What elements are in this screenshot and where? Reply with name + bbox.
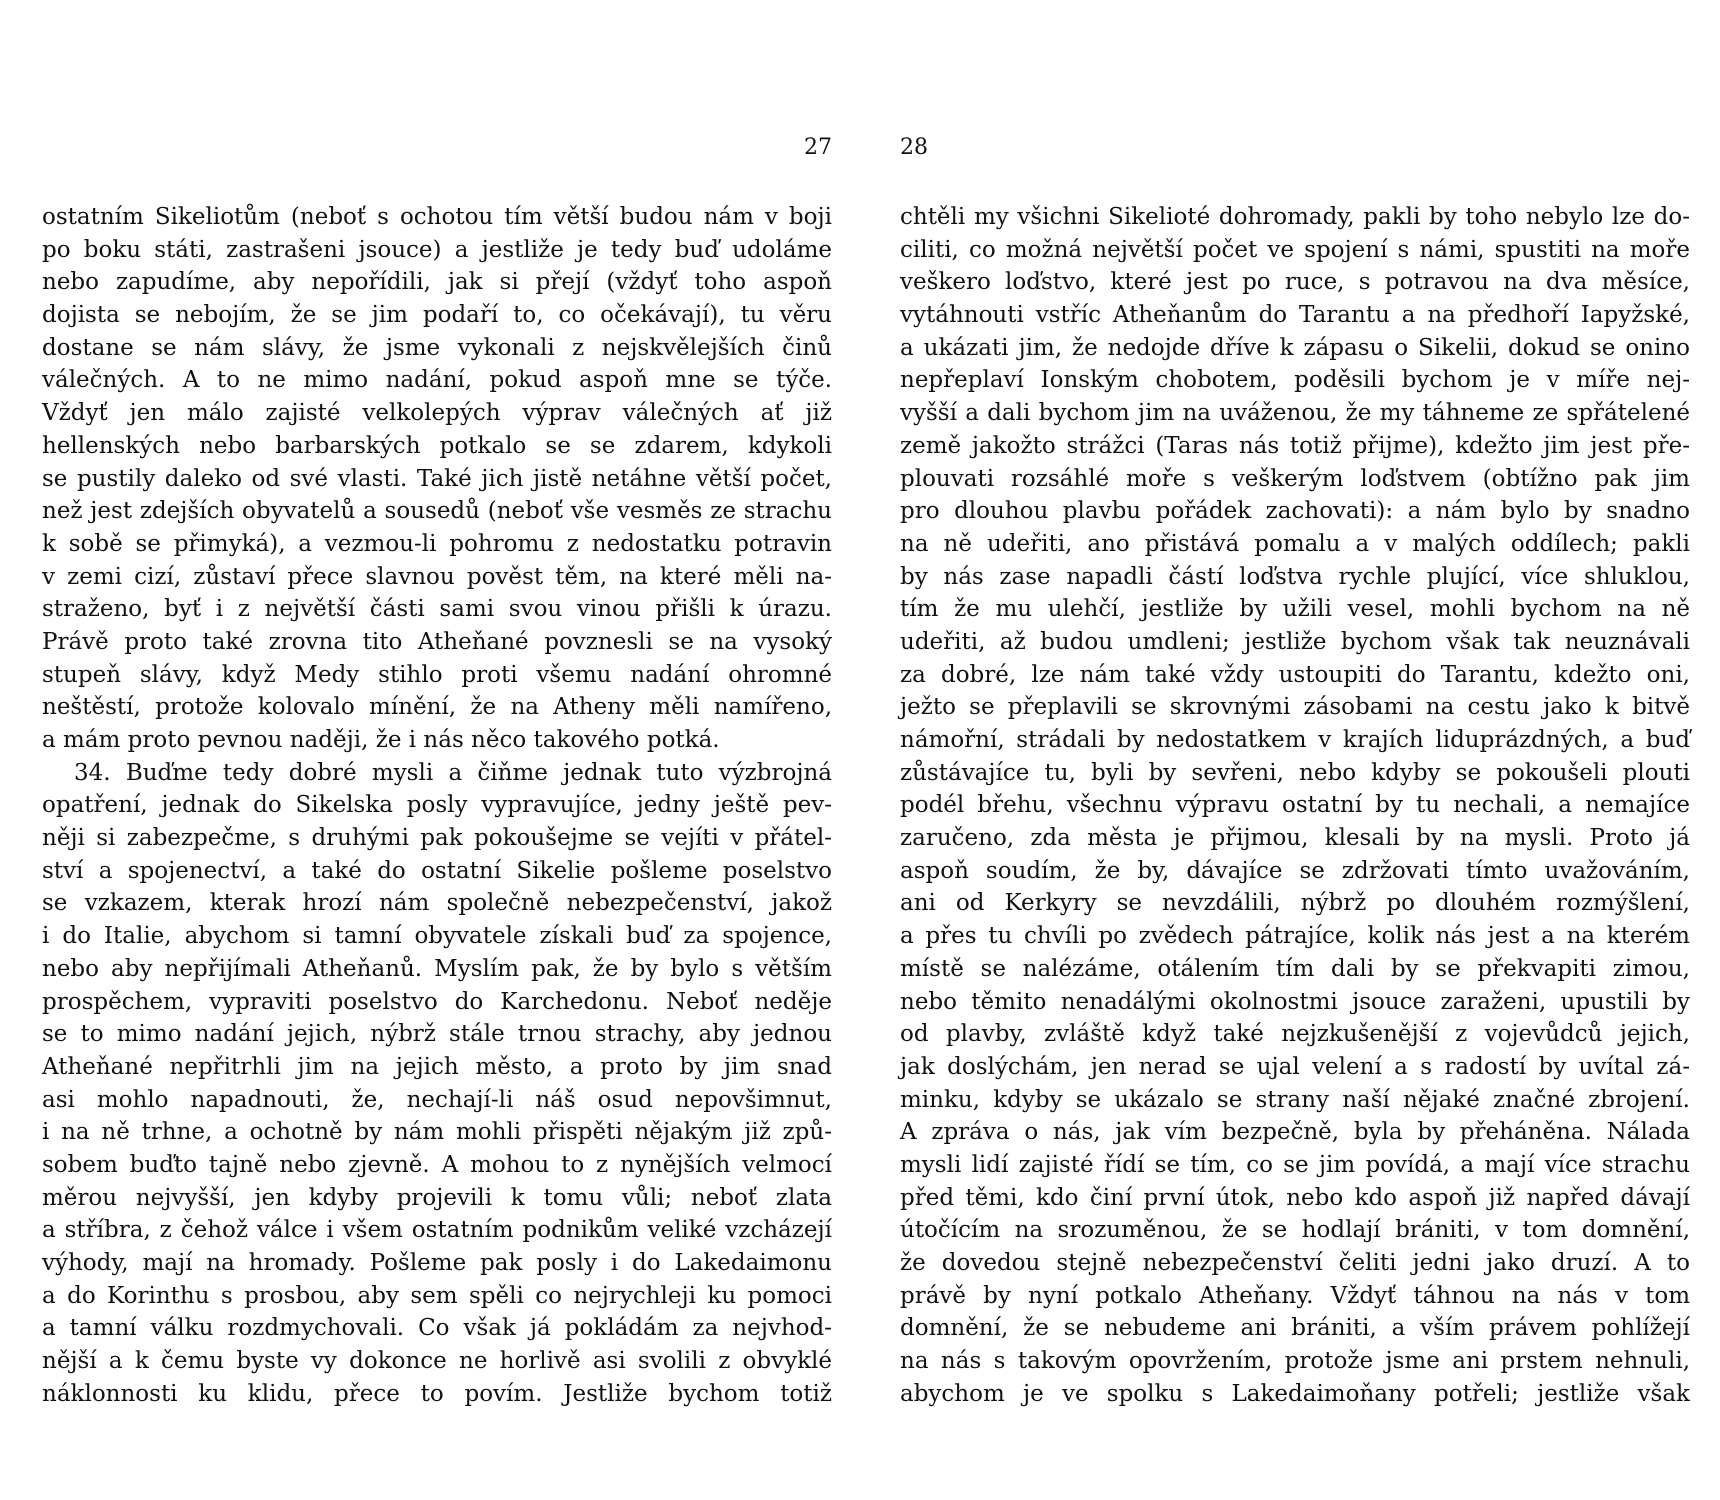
text-line: i do Italie, abychom si tamní obyvatele získali buď za spojence, [42, 923, 832, 950]
text-line: Atheňané nepřitrhli jim na jejich město, a proto by jim snad [42, 1053, 832, 1080]
paragraph-start-line: 34. Buďme tedy dobré mysli a čiňme jednak tuto výzbrojná [74, 759, 832, 786]
text-line: ostatním Sikeliotům (neboť s ochotou tím větší budou nám v boji [42, 204, 832, 230]
text-line: stupeň slávy, když Medy stihlo proti všemu nadání ohromné [42, 661, 832, 688]
text-line: a do Korinthu s prosbou, aby sem spěli co nejrychleji ku pomoci [42, 1282, 832, 1309]
page-text [42, 201, 832, 1410]
text-line: opatření, jednak do Sikelska posly vypravujíce, jedny ještě pev- [42, 792, 832, 819]
text-line: aspoň soudím, že by, dávajíce se zdržovati tímto uvažováním, [900, 857, 1690, 884]
page-text [900, 201, 1690, 1410]
text-line: i na ně trhne, a ochotně by nám mohli přispěti nějakým již způ- [42, 1119, 832, 1146]
text-line: veškero loďstvo, které jest po ruce, s potravou na dva měsíce, [900, 269, 1690, 296]
text-line: abychom je ve spolku s Lakedaimoňany potřeli; jestliže však [900, 1380, 1690, 1407]
text-line: nější a k čemu byste vy dokonce ne horlivě asi svolili z obvyklé [42, 1348, 832, 1375]
text-line: válečných. A to ne mimo nadání, pokud aspoň mne se týče. [42, 367, 832, 394]
text-line: ciliti, co možná největší počet ve spojení s námi, spustiti na moře [900, 236, 1690, 263]
text-line: vytáhnouti vstříc Atheňanům do Tarantu a na předhoří Iapyžské, [900, 302, 1690, 329]
text-line: útočícím na srozuměnou, že se hodlají brániti, v tom domnění, [900, 1217, 1690, 1244]
text-line: straženo, byť i z největší části sami svou vinou přišli k úrazu. [42, 596, 832, 623]
text-line: prospěchem, vypraviti poselstvo do Karchedonu. Neboť neděje [42, 988, 832, 1015]
text-line: ství a spojenectví, a také do ostatní Sikelie pošleme poselstvo [42, 857, 832, 884]
page-number: 28 [900, 135, 928, 160]
text-line: nepřeplaví Ionským chobotem, poděsili bychom je v míře nej- [900, 367, 1690, 394]
text-line: se pustily daleko od své vlasti. Také jich jistě netáhne větší počet, [42, 465, 832, 492]
text-line: za dobré, lze nám také vždy ustoupiti do Tarantu, kdežto oni, [900, 661, 1690, 688]
text-line: dojista se nebojím, že se jim podaří to, co očekávají), tu věru [42, 302, 832, 329]
text-line: ježto se přeplavili se skrovnými zásobami na cestu jako k bitvě [900, 694, 1690, 721]
text-line: pro dlouhou plavbu pořádek zachovati): a nám bylo by snadno [900, 498, 1690, 525]
text-line: k sobě se přimyká), a vezmou-li pohromu z nedostatku potravin [42, 530, 832, 557]
text-line: a přes tu chvíli po zvědech pátrajíce, kolik nás jest a na kterém [900, 923, 1690, 950]
text-line: asi mohlo napadnouti, že, nechají-li náš osud nepovšimnut, [42, 1086, 832, 1113]
text-line: po boku státi, zastrašeni jsouce) a jestliže je tedy buď udoláme [42, 236, 832, 263]
text-line: domnění, že se nebudeme ani brániti, a vším právem pohlížejí [900, 1315, 1690, 1342]
text-line: něji si zabezpečme, s druhými pak pokoušejme se vejíti v přátel- [42, 825, 832, 852]
text-line: minku, kdyby se ukázalo se strany naší nějaké značné zbrojení. [900, 1086, 1690, 1113]
text-line: tím že mu ulehčí, jestliže by užili vesel, mohli bychom na ně [900, 596, 1690, 623]
text-line: neštěstí, protože kolovalo mínění, že na Atheny měli namířeno, [42, 694, 832, 721]
text-line: místě se nalézáme, otálením tím dali by se překvapiti zimou, [900, 955, 1690, 982]
text-line: se vzkazem, kterak hrozí nám společně nebezpečenství, jakož [42, 890, 832, 917]
text-line: Právě proto také zrovna tito Atheňané povznesli se na vysoký [42, 628, 832, 655]
text-line: a stříbra, z čehož válce i všem ostatním podnikům veliké vzcházejí [42, 1217, 832, 1244]
text-line: a tamní válku rozdmychovali. Co však já pokládám za nejvhod- [42, 1315, 832, 1342]
page-number: 27 [804, 135, 832, 160]
text-line: podél břehu, všechnu výpravu ostatní by tu nechali, a nemajíce [900, 792, 1690, 819]
text-line: v zemi cizí, zůstaví přece slavnou pověst těm, na které měli na- [42, 563, 832, 590]
text-line: nebo zapudíme, aby nepořídili, jak si přejí (vždyť toho aspoň [42, 269, 832, 296]
text-line: právě by nyní potkalo Atheňany. Vždyť táhnou na nás v tom [900, 1282, 1690, 1309]
text-line: mysli lidí zajisté řídí se tím, co se jim povídá, a mají více strachu [900, 1151, 1690, 1178]
text-line: sobem buďto tajně nebo zjevně. A mohou to z nynějších velmocí [42, 1151, 832, 1178]
text-line: před těmi, kdo činí první útok, nebo kdo aspoň již napřed dávají [900, 1184, 1690, 1211]
text-line: na ně udeřiti, ano přistává pomalu a v malých oddílech; pakli [900, 530, 1690, 557]
text-line: nebo těmito nenadálými okolnostmi jsouce zaraženi, upustili by [900, 988, 1690, 1015]
text-line: že dovedou stejně nebezpečenství čeliti jedni jako druzí. A to [900, 1250, 1690, 1276]
text-line: ani od Kerkyry se nevzdálili, nýbrž po dlouhém rozmýšlení, [900, 890, 1690, 917]
text-line: plouvati rozsáhlé moře s veškerým loďstvem (obtížno pak jim [900, 465, 1690, 492]
text-line: zaručeno, zda města je přijmou, klesali by na mysli. Proto já [900, 825, 1690, 852]
text-line: hellenských nebo barbarských potkalo se se zdarem, kdykoli [42, 432, 832, 459]
text-line: Vždyť jen málo zajisté velkolepých výprav válečných ať již [42, 400, 832, 427]
text-line: a ukázati jim, že nedojde dříve k zápasu o Sikelii, dokud se onino [900, 334, 1690, 361]
text-line: jak doslýchám, jen nerad se ujal velení a s radostí by uvítal zá- [900, 1053, 1690, 1080]
text-line: než jest zdejších obyvatelů a sousedů (neboť vše vesměs ze strachu [42, 498, 832, 525]
text-line: výhody, mají na hromady. Pošleme pak posly i do Lakedaimonu [42, 1250, 832, 1276]
text-line: se to mimo nadání jejich, nýbrž stále trnou strachy, aby jednou [42, 1021, 832, 1048]
text-line: a mám proto pevnou naději, že i nás něco takového potká. [42, 727, 720, 753]
text-line: A zpráva o nás, jak vím bezpečně, byla by přeháněna. Nálada [900, 1119, 1690, 1146]
text-line: země jakožto strážci (Taras nás totiž přijme), kdežto jim jest pře- [900, 432, 1690, 459]
text-line: náklonnosti ku klidu, přece to povím. Jestliže bychom totiž [42, 1380, 832, 1407]
text-line: udeřiti, až budou umdleni; jestliže bychom však tak neuznávali [900, 628, 1690, 655]
text-line: zůstávajíce tu, byli by sevřeni, nebo kdyby se pokoušeli plouti [900, 759, 1690, 786]
text-line: od plavby, zvláště když také nejzkušenější z vojevůdců jejich, [900, 1021, 1690, 1048]
text-line: dostane se nám slávy, že jsme vykonali z nejskvělejších činů [42, 334, 832, 361]
text-line: vyšší a dali bychom jim na uváženou, že my táhneme ze spřátelené [900, 400, 1690, 427]
text-line: na nás s takovým opovržením, protože jsme ani prstem nehnuli, [900, 1348, 1690, 1375]
text-line: by nás zase napadli částí loďstva rychle plující, více shluklou, [900, 563, 1690, 590]
text-line: nebo aby nepřijímali Atheňanů. Myslím pak, že by bylo s větším [42, 955, 832, 982]
text-line: námořní, strádali by nedostatkem v krajích liduprázdných, a buď [900, 727, 1690, 753]
text-line: chtěli my všichni Sikelioté dohromady, pakli by toho nebylo lze do- [900, 204, 1690, 230]
text-line: měrou nejvyšší, jen kdyby projevili k tomu vůli; neboť zlata [42, 1184, 832, 1211]
